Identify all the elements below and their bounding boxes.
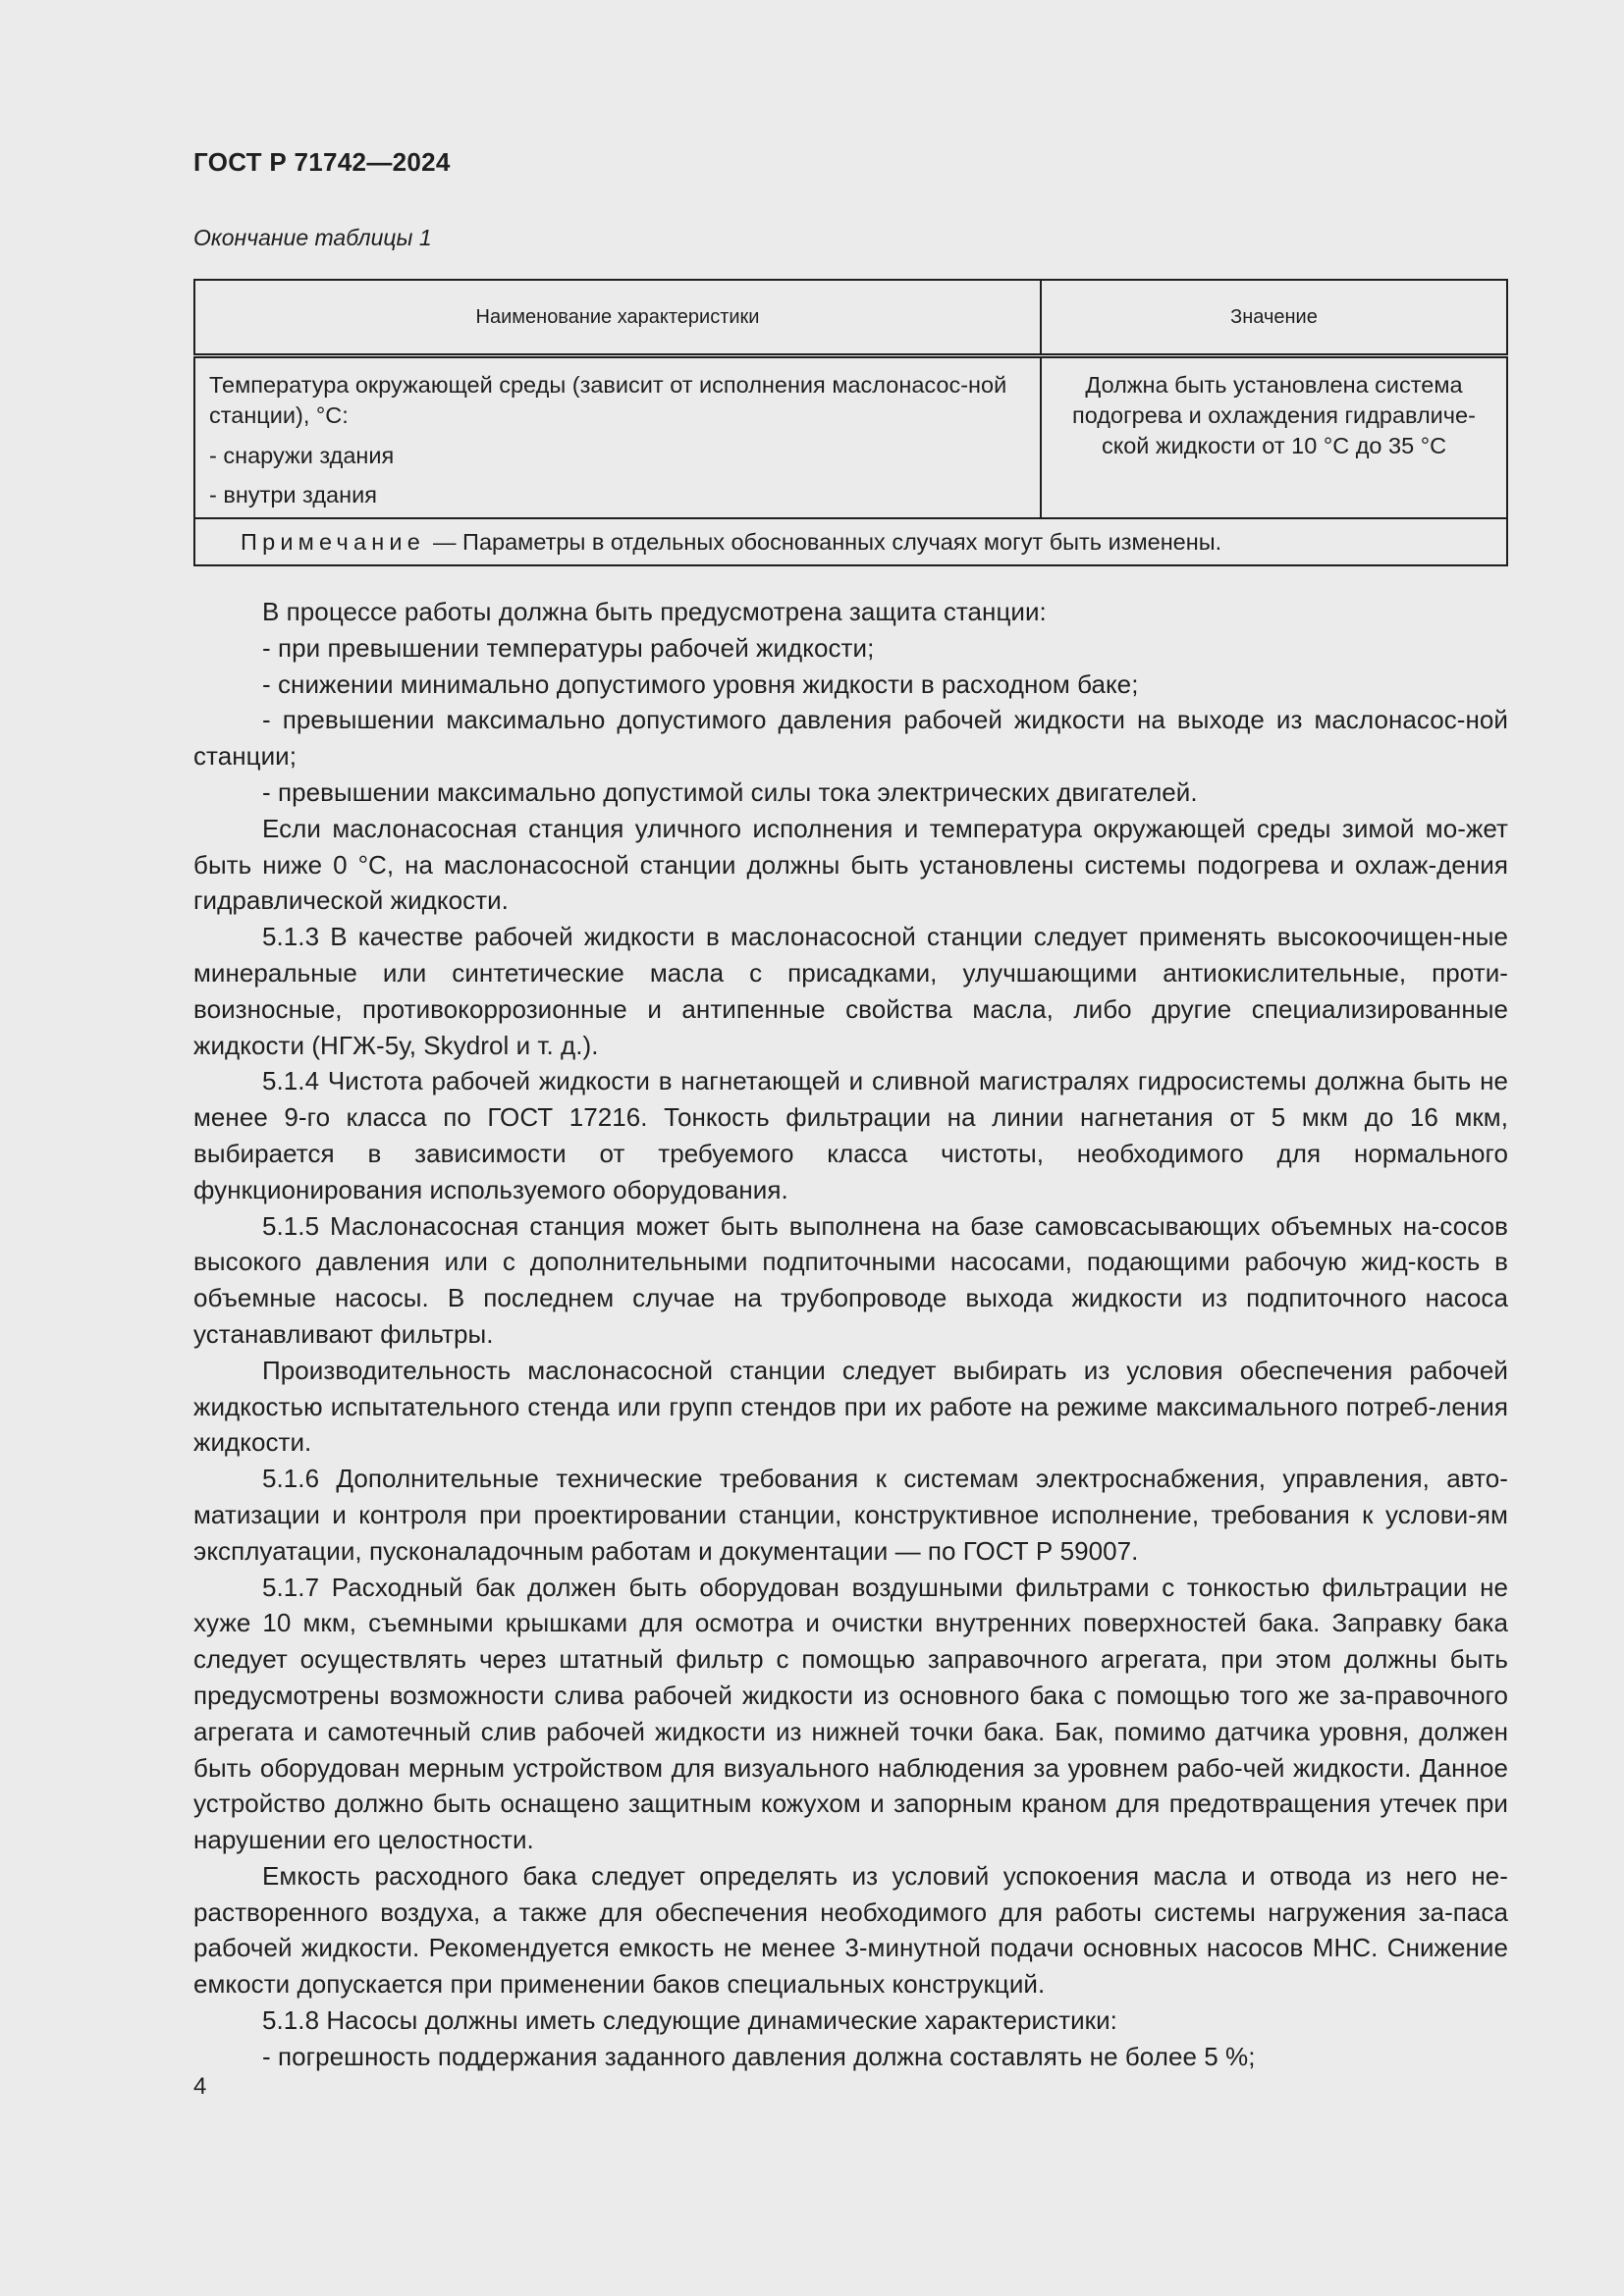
paragraph: Емкость расходного бака следует определять из условий успокоения масла и отвода из него не-растворенного воздуха, а также для обеспечения необходимого для работы системы нагружения за-паса рабочей жидкости. Рекомендуется емкость не менее 3-минутной подачи основных насосов МНС. Снижение емкости допускается при применении баков специальных конструкций.	[193, 1860, 1508, 2000]
clause-5-1-5: 5.1.5 Маслонасосная станция может быть выполнена на базе самовсасывающих объемных на-сосов высокого давления или с дополнительными подпиточными насосами, подающими рабочую жид-кость в объемные насосы. В последнем случае на трубопроводе выхода жидкости из подпиточного насоса устанавливают фильтры.	[193, 1210, 1508, 1349]
table-cell-name	[194, 356, 1041, 519]
paragraph: Если маслонасосная станция уличного исполнения и температура окружающей среды зимой мо-жет быть ниже 0 °С, на маслонасосной станции должны быть установлены системы подогрева и охлаж-дения гидравлической жидкости.	[193, 813, 1508, 916]
clause-5-1-6: 5.1.6 Дополнительные технические требования к системам электроснабжения, управления, авто-матизации и контроля при проектировании станции, конструктивное исполнение, требования к услови-ям эксплуатации, пусконаладочным работам и документации — по ГОСТ Р 59007.	[193, 1464, 1508, 1566]
list-item: - снижении минимально допустимого уровня жидкости в расходном баке;	[262, 668, 1139, 699]
list-item: - превышении максимально допустимой силы тока электрических двигателей.	[262, 776, 1198, 807]
list-item: - при превышении температуры рабочей жидкости;	[262, 632, 875, 663]
body-text	[193, 594, 1508, 2075]
clause-5-1-4: 5.1.4 Чистота рабочей жидкости в нагнетающей и сливной магистралях гидросистемы должна быть не менее 9-го класса по ГОСТ 17216. Тонкость фильтрации на линии нагнетания от 5 мкм до 16 мкм, выбирается в зависимости от требуемого класса чистоты, необходимого для нормального функционирования используемого оборудования.	[193, 1066, 1508, 1204]
clause-5-1-8: 5.1.8 Насосы должны иметь следующие динамические характеристики:	[262, 2005, 1117, 2036]
characteristic-sub-item: - снаружи здания	[209, 443, 395, 468]
column-header-value: Значение	[1041, 280, 1507, 356]
table-caption: Окончание таблицы 1	[193, 225, 432, 250]
document-header: ГОСТ Р 71742—2024	[193, 147, 451, 177]
column-header-name: Наименование характеристики	[194, 280, 1041, 356]
list-item: - превышении максимально допустимого давления рабочей жидкости на выходе из маслонасос-ной станции;	[193, 705, 1508, 772]
table-note-row	[194, 518, 1507, 565]
spec-table	[193, 279, 1508, 566]
clause-5-1-7: 5.1.7 Расходный бак должен быть оборудован воздушными фильтрами с тонкостью фильтрации не хуже 10 мкм, съемными крышками для осмотра и очистки внутренних поверхностей бака. Заправку бака следует осуществлять через штатный фильтр с помощью заправочного агрегата, при этом должны быть предусмотрены возможности слива рабочей жидкости из основного бака с помощью того же за-правочного агрегата и самотечный слив рабочей жидкости из нижней точки бака. Бак, помимо датчика уровня, должен быть оборудован мерным устройством для визуального наблюдения за уровнем рабо-чей жидкости. Данное устройство должно быть оснащено защитным кожухом и запорным краном для предотвращения утечек при нарушении его целостности.	[193, 1572, 1508, 1855]
table-row	[194, 356, 1507, 519]
table-note	[194, 518, 1507, 565]
characteristic-name: Температура окружающей среды (зависит от исполнения маслонасос-ной станции), °С:	[209, 372, 1007, 428]
note-label: Примечание	[241, 529, 426, 555]
page-number: 4	[193, 2073, 207, 2100]
note-text: — Параметры в отдельных обоснованных случаях могут быть изменены.	[433, 529, 1222, 555]
table-header-row	[194, 280, 1507, 356]
characteristic-sub-item: - внутри здания	[209, 482, 377, 507]
paragraph: В процессе работы должна быть предусмотрена защита станции:	[262, 597, 1047, 626]
list-item: - погрешность поддержания заданного давления должна составлять не более 5 %;	[262, 2041, 1256, 2071]
table-cell-value: Должна быть установлена система подогрева и охлаждения гидравличе-ской жидкости от 10 °С до 35 °С	[1041, 356, 1507, 519]
clause-5-1-3: 5.1.3 В качестве рабочей жидкости в маслонасосной станции следует применять высокоочищен-ные минеральные или синтетические масла с присадками, улучшающими антиокислительные, проти-воизносные, противокоррозионные и антипенные свойства масла, либо другие специализированные жидкости (НГЖ-5у, Skydrol и т. д.).	[193, 922, 1508, 1060]
paragraph: Производительность маслонасосной станции следует выбирать из условия обеспечения рабочей жидкостью испытательного стенда или групп стендов при их работе на режиме максимального потреб-ления жидкости.	[193, 1355, 1508, 1458]
